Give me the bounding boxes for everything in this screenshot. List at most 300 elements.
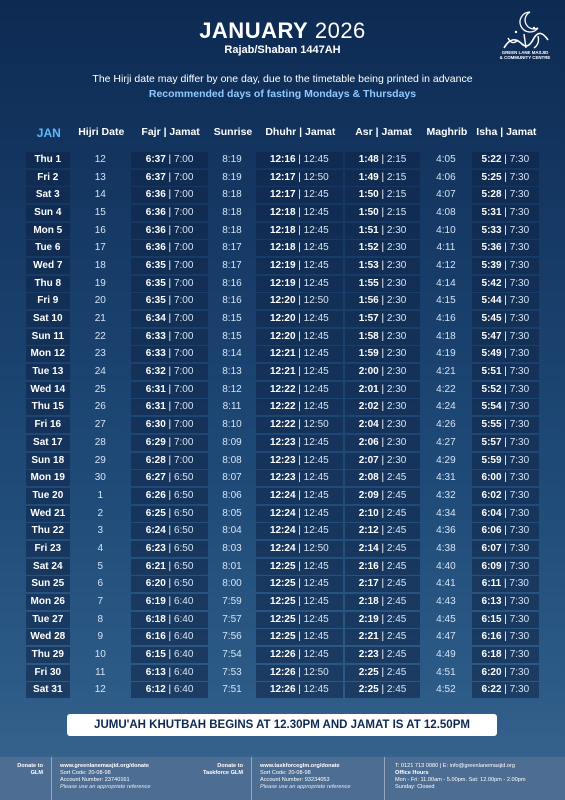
fajr-cell: 6:15 | 6:40 [131, 647, 208, 663]
sunrise-time: 7:54 [222, 649, 242, 661]
fajr-start: 6:34 [145, 313, 166, 325]
sunrise-time: 8:01 [222, 560, 242, 572]
maghrib-cell [422, 488, 470, 504]
hijri-date: 18 [94, 259, 106, 271]
table-row [26, 169, 541, 187]
day-label: Thu 8 [34, 277, 62, 289]
hijri-date: 28 [94, 436, 106, 448]
hijri-date: 17 [94, 242, 106, 254]
dhuhr-jamat: 12:45 [303, 348, 329, 360]
asr-cell: 2:14 | 2:45 [345, 541, 420, 557]
fajr-start: 6:35 [145, 259, 166, 271]
hijri-date: 29 [94, 454, 106, 466]
isha-cell: 6:04 | 7:30 [472, 506, 539, 522]
hijri-cell [72, 612, 129, 628]
isha-jamat: 7:30 [509, 613, 530, 625]
dhuhr-start: 12:24 [269, 507, 296, 519]
maghrib-time: 4:06 [436, 171, 456, 183]
sunrise-time: 8:14 [222, 348, 242, 360]
maghrib-cell [422, 382, 470, 398]
isha-start: 5:57 [481, 436, 502, 448]
table-row [26, 540, 541, 558]
fajr-jamat: 7:00 [173, 419, 194, 431]
asr-cell: 2:25 | 2:45 [345, 682, 420, 698]
maghrib-cell [422, 665, 470, 681]
table-row [26, 293, 541, 311]
logo-text [486, 50, 564, 60]
isha-jamat: 7:30 [509, 684, 530, 696]
asr-jamat: 2:45 [386, 666, 407, 678]
isha-jamat: 7:30 [509, 560, 530, 572]
donate-glm-details: www.greenlanemasjid.org/donate Sort Code: 20-08-98 Account Number: 23740161 Please use an appropriate reference [52, 757, 180, 800]
isha-cell: 5:39 | 7:30 [472, 258, 539, 274]
isha-start: 6:20 [481, 666, 502, 678]
isha-cell: 5:55 | 7:30 [472, 417, 539, 433]
dhuhr-jamat: 12:45 [303, 366, 329, 378]
logo-sub: & COMMUNITY CENTRE [499, 55, 551, 60]
fajr-jamat: 7:00 [173, 259, 194, 271]
fajr-jamat: 7:00 [173, 153, 194, 165]
hijri-cell [72, 346, 129, 362]
isha-cell: 6:13 | 7:30 [472, 594, 539, 610]
asr-jamat: 2:30 [386, 454, 407, 466]
asr-cell: 1:51 | 2:30 [345, 223, 420, 239]
dhuhr-cell: 12:18 | 12:45 [256, 240, 343, 256]
dhuhr-cell: 12:19 | 12:45 [256, 258, 343, 274]
dhuhr-jamat: 12:45 [303, 454, 329, 466]
fajr-start: 6:33 [145, 330, 166, 342]
hijri-cell [72, 470, 129, 486]
hijri-cell [72, 240, 129, 256]
dhuhr-start: 12:25 [269, 631, 296, 643]
asr-start: 1:52 [358, 242, 379, 254]
isha-jamat: 7:30 [509, 489, 530, 501]
table-row [26, 381, 541, 399]
hijri-cell [72, 329, 129, 345]
fajr-cell: 6:13 | 6:40 [131, 665, 208, 681]
fajr-start: 6:18 [145, 613, 166, 625]
dhuhr-start: 12:23 [269, 454, 296, 466]
donate-taskforce-label: Donate to Taskforce GLM [180, 757, 252, 800]
day-cell [26, 453, 70, 469]
isha-start: 5:25 [481, 171, 502, 183]
sunrise-cell [210, 258, 254, 274]
day-cell [26, 399, 70, 415]
dhuhr-start: 12:24 [269, 542, 296, 554]
day-cell [26, 435, 70, 451]
table-row [26, 204, 541, 222]
col-maghrib: Maghrib [426, 126, 468, 138]
asr-start: 1:57 [358, 313, 379, 325]
isha-cell: 6:20 | 7:30 [472, 665, 539, 681]
sunrise-cell [210, 170, 254, 186]
fajr-start: 6:16 [145, 631, 166, 643]
day-label: Tue 13 [32, 366, 64, 378]
isha-start: 5:52 [481, 383, 502, 395]
maghrib-cell [422, 559, 470, 575]
day-cell [26, 382, 70, 398]
day-cell [26, 682, 70, 698]
dhuhr-start: 12:26 [269, 666, 296, 678]
fajr-start: 6:19 [145, 596, 166, 608]
dhuhr-cell: 12:24 | 12:45 [256, 523, 343, 539]
isha-jamat: 7:30 [509, 313, 530, 325]
maghrib-time: 4:15 [436, 295, 456, 307]
fajr-cell: 6:36 | 7:00 [131, 187, 208, 203]
dhuhr-jamat: 12:50 [303, 666, 329, 678]
dhuhr-start: 12:24 [269, 525, 296, 537]
asr-cell: 2:01 | 2:30 [345, 382, 420, 398]
dhuhr-start: 12:22 [269, 401, 296, 413]
dhuhr-start: 12:25 [269, 578, 296, 590]
dhuhr-jamat: 12:50 [303, 419, 329, 431]
asr-cell: 2:02 | 2:30 [345, 399, 420, 415]
fajr-cell: 6:16 | 6:40 [131, 629, 208, 645]
maghrib-time: 4:52 [436, 684, 456, 696]
day-cell [26, 506, 70, 522]
asr-cell: 2:12 | 2:45 [345, 523, 420, 539]
maghrib-cell [422, 399, 470, 415]
jumuah-banner: JUMU'AH KHUTBAH BEGINS AT 12.30PM AND JAMAT IS AT 12.50PM [67, 714, 497, 736]
isha-jamat: 7:30 [509, 277, 530, 289]
asr-start: 2:09 [358, 489, 379, 501]
hijri-cell [72, 399, 129, 415]
fajr-jamat: 6:40 [173, 649, 194, 661]
asr-cell: 2:16 | 2:45 [345, 559, 420, 575]
table-row [26, 629, 541, 647]
asr-start: 1:50 [358, 189, 379, 201]
fajr-start: 6:21 [145, 560, 166, 572]
dhuhr-cell: 12:19 | 12:45 [256, 276, 343, 292]
fajr-cell: 6:12 | 6:40 [131, 682, 208, 698]
hijri-date: 4 [97, 542, 104, 554]
hijri-date: 2 [97, 507, 104, 519]
maghrib-cell [422, 223, 470, 239]
sunrise-time: 8:18 [222, 189, 242, 201]
dhuhr-jamat: 12:45 [303, 472, 329, 484]
sunrise-cell [210, 594, 254, 610]
table-row [26, 611, 541, 629]
sunrise-time: 8:04 [222, 525, 242, 537]
hijri-date: 16 [94, 224, 106, 236]
hijri-cell [72, 152, 129, 168]
table-row [26, 558, 541, 576]
day-cell [26, 647, 70, 663]
maghrib-time: 4:19 [436, 348, 456, 360]
hijri-cell [72, 276, 129, 292]
day-cell [26, 187, 70, 203]
maghrib-time: 4:32 [436, 489, 456, 501]
dhuhr-cell: 12:25 | 12:45 [256, 559, 343, 575]
fajr-start: 6:36 [145, 189, 166, 201]
asr-cell: 1:57 | 2:30 [345, 311, 420, 327]
maghrib-cell [422, 629, 470, 645]
sunrise-cell [210, 293, 254, 309]
asr-jamat: 2:45 [386, 613, 407, 625]
hijri-date: 12 [94, 153, 106, 165]
sunrise-time: 8:10 [222, 419, 242, 431]
fajr-jamat: 7:00 [173, 171, 194, 183]
asr-start: 2:14 [358, 542, 379, 554]
asr-start: 2:21 [358, 631, 379, 643]
sunrise-time: 8:07 [222, 472, 242, 484]
hijri-cell [72, 435, 129, 451]
fajr-jamat: 6:40 [173, 631, 194, 643]
hijri-cell [72, 506, 129, 522]
day-label: Mon 12 [30, 348, 65, 360]
maghrib-time: 4:51 [436, 666, 456, 678]
table-row [26, 469, 541, 487]
dhuhr-start: 12:26 [269, 649, 296, 661]
day-cell [26, 152, 70, 168]
day-label: Mon 19 [30, 472, 65, 484]
sunrise-cell [210, 576, 254, 592]
fajr-start: 6:26 [145, 489, 166, 501]
day-cell [26, 276, 70, 292]
dhuhr-jamat: 12:45 [303, 684, 329, 696]
dhuhr-jamat: 12:45 [303, 596, 329, 608]
asr-jamat: 2:15 [386, 153, 407, 165]
hijri-date: 9 [97, 631, 104, 643]
asr-cell: 1:50 | 2:15 [345, 205, 420, 221]
isha-cell: 5:49 | 7:30 [472, 346, 539, 362]
asr-start: 2:01 [358, 383, 379, 395]
asr-jamat: 2:45 [386, 489, 407, 501]
fajr-start: 6:32 [145, 366, 166, 378]
isha-cell: 6:15 | 7:30 [472, 612, 539, 628]
hijri-date: 6 [97, 578, 104, 590]
isha-jamat: 7:30 [509, 472, 530, 484]
fajr-cell: 6:36 | 7:00 [131, 205, 208, 221]
table-row [26, 646, 541, 664]
sunrise-time: 8:19 [222, 171, 242, 183]
fajr-cell: 6:31 | 7:00 [131, 399, 208, 415]
maghrib-time: 4:40 [436, 560, 456, 572]
asr-start: 2:17 [358, 578, 379, 590]
hijri-date: 3 [97, 525, 104, 537]
dhuhr-cell: 12:26 | 12:45 [256, 682, 343, 698]
dhuhr-start: 12:25 [269, 596, 296, 608]
donate-taskforce-link[interactable]: www.taskforceglm.org/donate [260, 763, 340, 769]
asr-cell: 1:50 | 2:15 [345, 187, 420, 203]
isha-start: 5:47 [481, 330, 502, 342]
sunrise-cell [210, 364, 254, 380]
dhuhr-start: 12:18 [269, 242, 296, 254]
sunrise-time: 8:17 [222, 242, 242, 254]
fajr-jamat: 7:00 [173, 206, 194, 218]
isha-start: 5:39 [481, 259, 502, 271]
sunrise-cell [210, 346, 254, 362]
maghrib-cell [422, 470, 470, 486]
hijri-date: 26 [94, 401, 106, 413]
hijri-cell [72, 488, 129, 504]
maghrib-time: 4:05 [436, 153, 456, 165]
dhuhr-cell: 12:20 | 12:50 [256, 293, 343, 309]
table-row [26, 416, 541, 434]
dhuhr-jamat: 12:50 [303, 295, 329, 307]
maghrib-cell [422, 276, 470, 292]
day-cell [26, 612, 70, 628]
dhuhr-start: 12:26 [269, 684, 296, 696]
day-label: Sat 17 [33, 436, 63, 448]
isha-jamat: 7:30 [509, 206, 530, 218]
asr-cell: 2:00 | 2:30 [345, 364, 420, 380]
fajr-jamat: 7:00 [173, 189, 194, 201]
col-asr: Asr | Jamat [355, 126, 412, 138]
asr-start: 2:07 [358, 454, 379, 466]
maghrib-cell [422, 346, 470, 362]
asr-jamat: 2:30 [386, 330, 407, 342]
sunrise-time: 8:17 [222, 259, 242, 271]
asr-start: 2:02 [358, 401, 379, 413]
isha-cell: 5:44 | 7:30 [472, 293, 539, 309]
day-cell [26, 311, 70, 327]
maghrib-time: 4:27 [436, 436, 456, 448]
asr-jamat: 2:30 [386, 419, 407, 431]
fasting-note: Recommended days of fasting Mondays & Thursdays [148, 88, 417, 100]
dhuhr-start: 12:22 [269, 383, 296, 395]
asr-jamat: 2:45 [386, 507, 407, 519]
dhuhr-start: 12:17 [269, 189, 296, 201]
day-cell [26, 417, 70, 433]
fajr-cell: 6:27 | 6:50 [131, 470, 208, 486]
hijri-date: 13 [94, 171, 106, 183]
isha-jamat: 7:30 [509, 649, 530, 661]
sunrise-cell [210, 682, 254, 698]
sunrise-cell [210, 417, 254, 433]
dhuhr-cell: 12:25 | 12:45 [256, 576, 343, 592]
table-row [26, 434, 541, 452]
isha-start: 6:16 [481, 631, 502, 643]
dhuhr-jamat: 12:45 [303, 153, 329, 165]
fajr-jamat: 6:50 [173, 489, 194, 501]
fajr-start: 6:30 [145, 419, 166, 431]
asr-jamat: 2:30 [386, 383, 407, 395]
day-label: Mon 26 [30, 596, 65, 608]
fajr-cell: 6:20 | 6:50 [131, 576, 208, 592]
hijri-cell [72, 205, 129, 221]
sunrise-cell [210, 488, 254, 504]
col-day: JAN [36, 126, 61, 140]
isha-cell: 5:57 | 7:30 [472, 435, 539, 451]
asr-start: 2:25 [358, 684, 379, 696]
isha-cell: 6:07 | 7:30 [472, 541, 539, 557]
sunrise-time: 8:16 [222, 277, 242, 289]
fajr-cell: 6:33 | 7:00 [131, 346, 208, 362]
isha-cell: 5:31 | 7:30 [472, 205, 539, 221]
fajr-jamat: 6:40 [173, 666, 194, 678]
fajr-start: 6:36 [145, 242, 166, 254]
maghrib-cell [422, 329, 470, 345]
isha-jamat: 7:30 [509, 525, 530, 537]
contact-phone-email[interactable]: T: 0121 713 0080 | E: info@greenlanemasjid.org [395, 763, 516, 769]
isha-cell: 5:52 | 7:30 [472, 382, 539, 398]
dhuhr-cell: 12:18 | 12:45 [256, 205, 343, 221]
fajr-start: 6:29 [145, 436, 166, 448]
donate-glm-link[interactable]: www.greenlanemasjid.org/donate [60, 763, 149, 769]
isha-start: 5:49 [481, 348, 502, 360]
fajr-cell: 6:33 | 7:00 [131, 329, 208, 345]
asr-jamat: 2:45 [386, 596, 407, 608]
day-cell [26, 665, 70, 681]
sunrise-time: 8:12 [222, 383, 242, 395]
dhuhr-jamat: 12:45 [303, 401, 329, 413]
day-cell [26, 223, 70, 239]
asr-jamat: 2:45 [386, 560, 407, 572]
fajr-start: 6:31 [145, 383, 166, 395]
sunrise-cell [210, 187, 254, 203]
fajr-cell: 6:32 | 7:00 [131, 364, 208, 380]
asr-jamat: 2:15 [386, 206, 407, 218]
dhuhr-start: 12:17 [269, 171, 296, 183]
hijri-cell [72, 364, 129, 380]
maghrib-time: 4:41 [436, 578, 456, 590]
asr-start: 1:56 [358, 295, 379, 307]
table-row [26, 239, 541, 257]
asr-jamat: 2:45 [386, 684, 407, 696]
hijri-cell [72, 682, 129, 698]
table-row [26, 682, 541, 700]
sunrise-cell [210, 612, 254, 628]
donate-taskforce-details: www.taskforceglm.org/donate Sort Code: 20-08-98 Account Number: 93234053 Please use an appropriate reference [252, 757, 384, 800]
isha-start: 6:22 [481, 684, 502, 696]
dhuhr-cell: 12:22 | 12:50 [256, 417, 343, 433]
sunrise-cell [210, 311, 254, 327]
fajr-jamat: 6:50 [173, 472, 194, 484]
day-label: Tue 27 [32, 613, 64, 625]
sunrise-cell [210, 665, 254, 681]
sunrise-time: 8:16 [222, 295, 242, 307]
table-row [26, 222, 541, 240]
maghrib-time: 4:43 [436, 596, 456, 608]
day-label: Wed 7 [33, 259, 63, 271]
dhuhr-cell: 12:17 | 12:45 [256, 187, 343, 203]
fajr-start: 6:36 [145, 224, 166, 236]
isha-cell: 6:06 | 7:30 [472, 523, 539, 539]
dhuhr-start: 12:22 [269, 419, 296, 431]
hijri-cell [72, 187, 129, 203]
header [0, 0, 565, 122]
hijri-cell [72, 541, 129, 557]
isha-jamat: 7:30 [509, 189, 530, 201]
sunrise-time: 8:00 [222, 578, 242, 590]
isha-jamat: 7:30 [509, 578, 529, 590]
hijri-cell [72, 170, 129, 186]
maghrib-cell [422, 594, 470, 610]
day-cell [26, 240, 70, 256]
fajr-start: 6:33 [145, 348, 166, 360]
dhuhr-jamat: 12:45 [303, 206, 329, 218]
title-month: JANUARY [199, 18, 309, 43]
day-cell [26, 205, 70, 221]
fajr-start: 6:24 [145, 525, 166, 537]
asr-jamat: 2:30 [386, 401, 407, 413]
hijri-date: 8 [97, 613, 104, 625]
isha-cell: 5:54 | 7:30 [472, 399, 539, 415]
day-label: Fri 2 [37, 171, 59, 183]
table-row [26, 452, 541, 470]
dhuhr-start: 12:18 [269, 206, 296, 218]
isha-cell: 5:47 | 7:30 [472, 329, 539, 345]
dhuhr-start: 12:20 [269, 313, 296, 325]
dhuhr-cell: 12:17 | 12:50 [256, 170, 343, 186]
asr-jamat: 2:30 [386, 277, 407, 289]
asr-start: 1:55 [358, 277, 379, 289]
maghrib-cell [422, 682, 470, 698]
dhuhr-jamat: 12:45 [303, 224, 329, 236]
dhuhr-jamat: 12:45 [303, 578, 329, 590]
maghrib-time: 4:29 [436, 454, 456, 466]
